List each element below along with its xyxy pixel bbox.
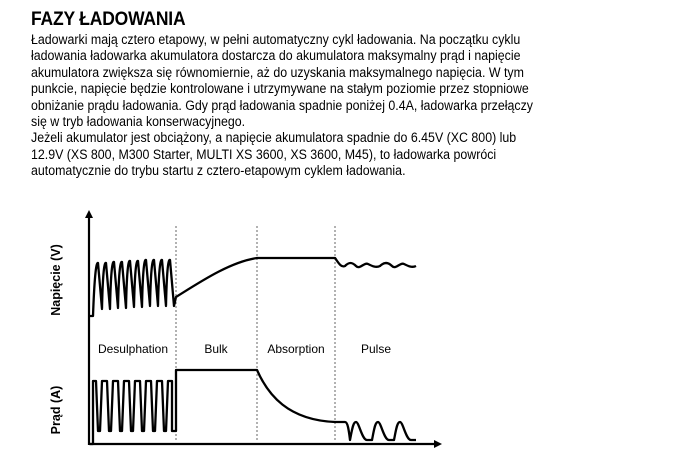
current-curve [90, 370, 416, 444]
phase-label-absorption: Absorption [267, 342, 325, 356]
paragraph-line: punkcie, napięcie będzie kontrolowane i utrzymywane na stałym poziomie przez stopniowe [31, 81, 529, 97]
paragraph-line: obniżanie prądu ładowania. Gdy prąd ładowania spadnie poniżej 0.4A, ładowarka przełączy [31, 97, 533, 113]
paragraph-line: 12.9V (XS 800, M300 Starter, MULTI XS 3600, XS 3600, M45), to ładowarka powróci [31, 146, 497, 162]
paragraph-line: automatycznie do trybu startu z cztero-etapowym cyklem ładowania. [31, 163, 406, 179]
phase-label-pulse: Pulse [360, 342, 392, 356]
voltage-curve [90, 258, 416, 316]
paragraph-line: się w tryb ładowania konserwacyjnego. [31, 114, 246, 130]
paragraph-line: Ładowarki mają cztero etapowy, w pełni automatyczny cykl ładowania. Na początku cyklu [31, 32, 521, 47]
phase-label-desulphation: Desulphation [97, 342, 169, 356]
paragraph-line: akumulatora zwiększa się równomiernie, aż do uzyskania maksymalnego napięcia. W tym [31, 64, 524, 80]
voltage-axis-label: Napięcie (V) [49, 244, 63, 316]
paragraph-line: ładowania ładowarka akumulatora dostarcza do akumulatora maksymalny prąd i napięcie [31, 48, 521, 64]
paragraph-line: Jeżeli akumulator jest obciążony, a napięcie akumulatora spadnie do 6.45V (XC 800) lub [31, 130, 517, 146]
phase-label-bulk: Bulk [204, 342, 228, 356]
page-title: FAZY ŁADOWANIA [31, 9, 186, 30]
current-axis-label: Prąd (A) [49, 385, 63, 435]
